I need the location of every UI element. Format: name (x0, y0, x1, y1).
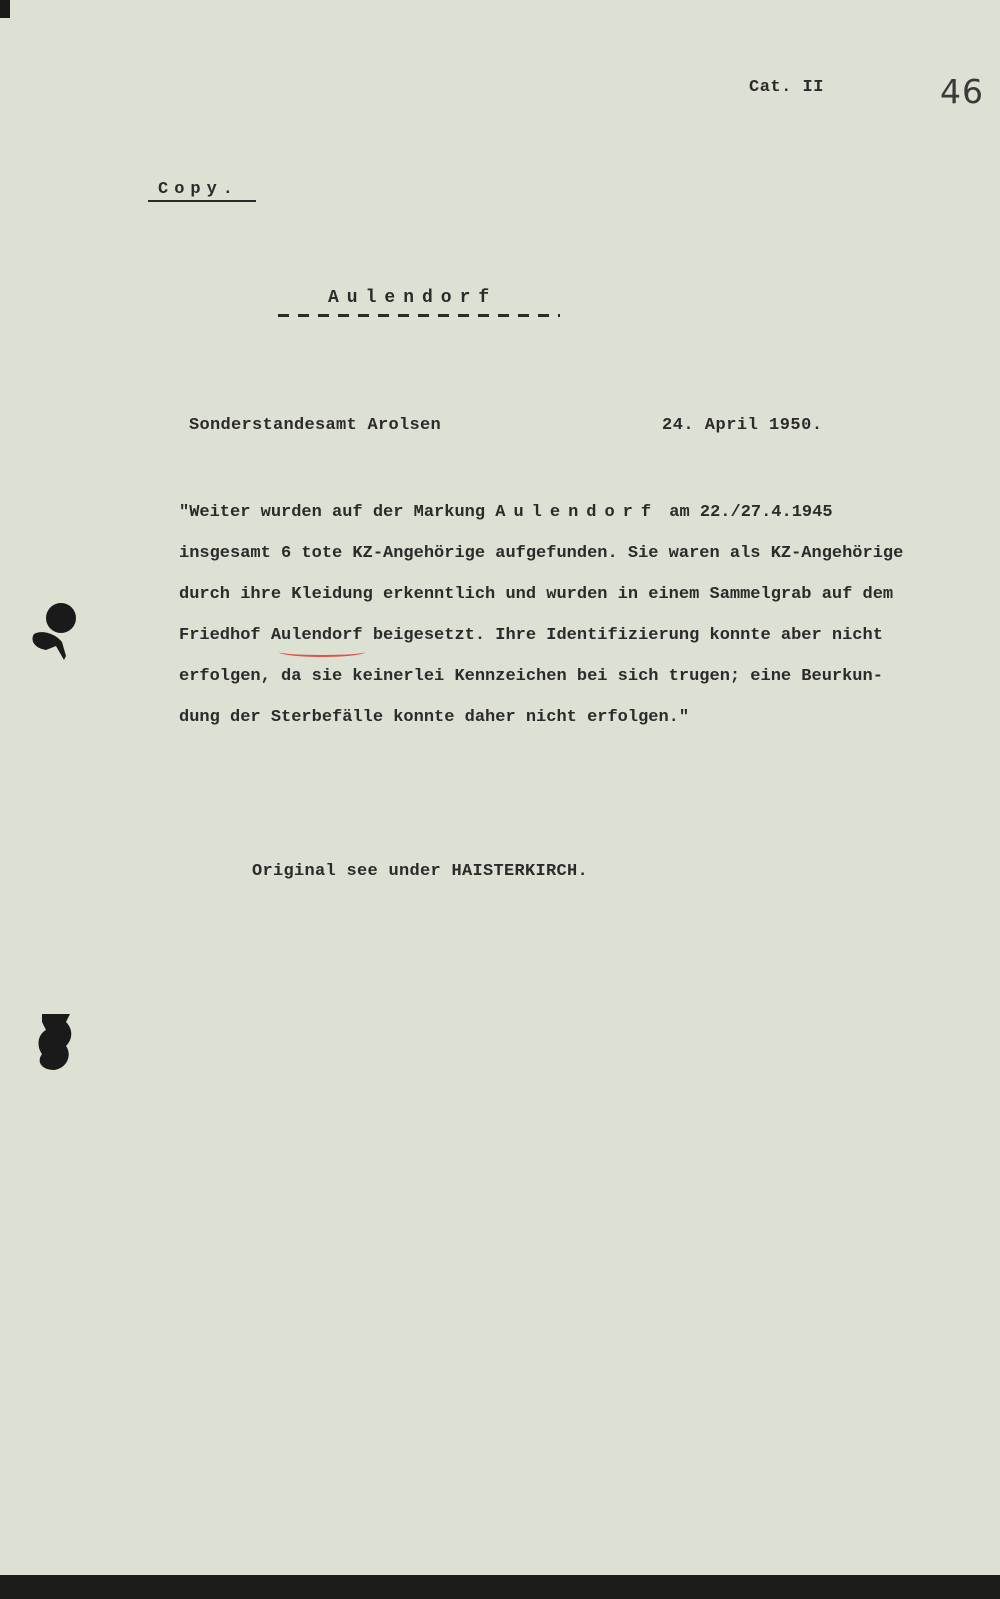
title-dashed-underline (278, 310, 560, 320)
body-line-1-end: am 22./27.4.1945 (659, 503, 833, 522)
body-line-4: Friedhof Aulendorf beigesetzt. Ihre Identifizierung konnte aber nicht (179, 626, 883, 645)
body-line-6: dung der Sterbefälle konnte daher nicht erfolgen." (179, 708, 690, 727)
body-line-1-start: "Weiter wurden auf der Markung (179, 503, 496, 522)
body-line-2: insgesamt 6 tote KZ-Angehörige aufgefunden. Sie waren als KZ-Angehörige (179, 544, 904, 563)
document-date: 24. April 1950. (662, 416, 823, 435)
handwritten-page-number: 46 (940, 72, 984, 111)
document-title: Aulendorf (328, 288, 498, 308)
punch-hole-top (26, 598, 80, 678)
scan-bottom-edge (0, 1575, 1000, 1599)
body-line-1 (179, 503, 833, 522)
category-label: Cat. II (749, 78, 824, 97)
original-reference-note: Original see under HAISTERKIRCH. (252, 862, 589, 881)
punch-hole-bottom (30, 1010, 80, 1074)
body-line-5: erfolgen, da sie keinerlei Kennzeichen bei sich trugen; eine Beurkun- (179, 667, 883, 686)
red-pencil-underline (279, 647, 365, 657)
corner-mark (0, 0, 10, 18)
copy-label: Copy. (148, 180, 256, 202)
body-line-1-spaced-place: Aulendorf (495, 503, 660, 522)
issuing-office: Sonderstandesamt Arolsen (189, 416, 442, 435)
body-line-3: durch ihre Kleidung erkenntlich und wurden in einem Sammelgrab auf dem (179, 585, 894, 604)
